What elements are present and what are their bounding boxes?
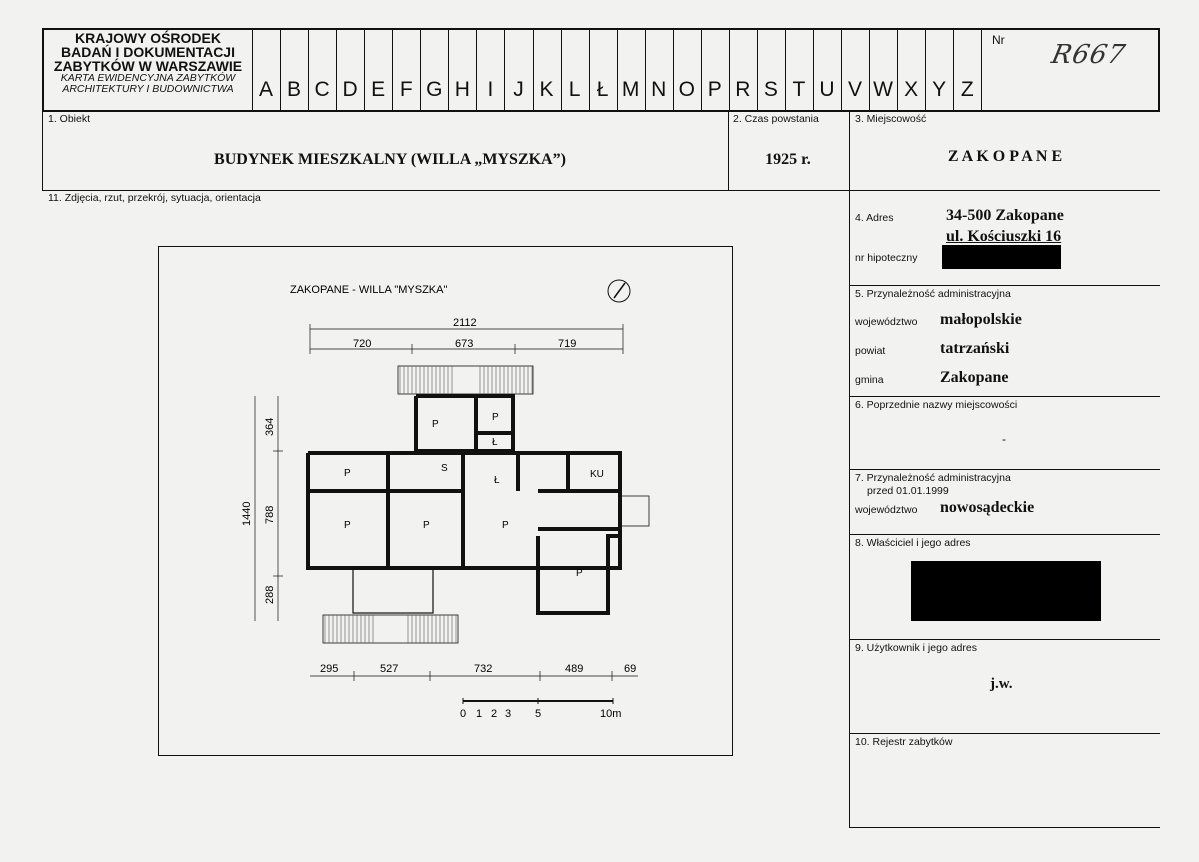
room-label: P	[492, 412, 499, 423]
scale-1: 1	[476, 708, 483, 720]
plan-title: ZAKOPANE - WILLA "MYSZKA"	[290, 284, 448, 296]
divider	[849, 639, 1160, 640]
letter-T: T	[792, 78, 806, 101]
commune-label: gmina	[855, 374, 884, 386]
dim-total: 2112	[453, 317, 477, 329]
county-label: powiat	[855, 345, 886, 357]
room-label: P	[344, 520, 351, 531]
letter-Z: Z	[960, 78, 974, 101]
dim-bottom-3: 732	[474, 663, 493, 675]
letter-X: X	[904, 78, 919, 101]
letter-P: P	[707, 78, 722, 101]
dim-bottom-4: 489	[565, 663, 584, 675]
divider	[849, 469, 1160, 470]
dim-left-2: 788	[264, 505, 276, 524]
letter-U: U	[819, 78, 835, 101]
old-admin-label-1: 7. Przynależność administracyjna	[855, 472, 1011, 484]
room-label: KU	[590, 469, 604, 480]
object-value: BUDYNEK MIESZKALNY (WILLA „MYSZKA”)	[214, 151, 566, 168]
letter-G: G	[426, 78, 443, 101]
letter-J: J	[513, 78, 524, 101]
letter-E: E	[371, 78, 386, 101]
scale-0: 0	[460, 708, 467, 720]
letter-O: O	[678, 78, 695, 101]
letter-K: K	[539, 78, 554, 101]
room-label: P	[432, 419, 439, 430]
letter-Ł: Ł	[596, 78, 609, 101]
letter-Y: Y	[932, 78, 947, 101]
floor-plan	[158, 246, 733, 756]
commune-value: Zakopane	[940, 369, 1009, 386]
previous-names-label: 6. Poprzednie nazwy miejscowości	[855, 399, 1018, 411]
scale-5: 5	[535, 708, 542, 720]
letter-L: L	[568, 78, 581, 101]
dim-bottom-5: 69	[624, 663, 637, 675]
scale-3: 3	[505, 708, 512, 720]
organization-block	[46, 31, 250, 95]
divider	[849, 733, 1160, 734]
nr-value: R667	[1048, 40, 1129, 70]
org-line-2: BADAŃ I DOKUMENTACJI	[61, 44, 235, 60]
divider	[849, 534, 1160, 535]
dim-top-1: 720	[353, 338, 372, 350]
letter-divider	[981, 28, 982, 112]
county-value: tatrzański	[940, 340, 1010, 357]
dim-top-2: 673	[455, 338, 474, 350]
letter-S: S	[763, 78, 778, 101]
card-type-line-1: KARTA EWIDENCYJNA ZABYTKÓW	[60, 72, 236, 84]
room-label: Ł	[492, 437, 498, 448]
letter-H: H	[454, 78, 470, 101]
dim-left-1: 364	[264, 417, 276, 436]
redaction-mortgage-number	[942, 245, 1061, 269]
dim-top-3: 719	[558, 338, 577, 350]
voivodeship-label: województwo	[855, 316, 918, 328]
admin-label: 5. Przynależność administracyjna	[855, 288, 1011, 300]
dim-left-3: 288	[264, 585, 276, 604]
redaction-owner	[911, 561, 1101, 621]
letter-I: I	[487, 78, 494, 101]
letter-D: D	[342, 78, 358, 101]
letter-R: R	[735, 78, 751, 101]
object-label: 1. Obiekt	[48, 113, 91, 125]
dim-left-total: 1440	[241, 501, 253, 526]
room-label: P	[423, 520, 430, 531]
mortgage-label: nr hipoteczny	[855, 252, 918, 264]
dim-bottom-1: 295	[320, 663, 339, 675]
divider	[849, 396, 1160, 397]
card-type-line-2: ARCHITEKTURY I BUDOWNICTWA	[62, 83, 234, 95]
room-label: P	[576, 568, 583, 579]
room-label: P	[502, 520, 509, 531]
letter-A: A	[258, 78, 273, 101]
address-label: 4. Adres	[855, 212, 894, 224]
user-label: 9. Użytkownik i jego adres	[855, 642, 977, 654]
locality-value: Z A K O P A N E	[947, 148, 1063, 165]
letter-V: V	[848, 78, 863, 101]
letter-N: N	[651, 78, 667, 101]
org-line-1: KRAJOWY OŚRODEK	[75, 30, 221, 46]
divider	[849, 285, 1160, 286]
letter-W: W	[873, 78, 893, 101]
letter-C: C	[314, 78, 330, 101]
old-voivodeship-value: nowosądeckie	[940, 499, 1035, 516]
letter-F: F	[399, 78, 413, 101]
voivodeship-value: małopolskie	[940, 311, 1022, 328]
user-value: j.w.	[990, 676, 1013, 692]
register-label: 10. Rejestr zabytków	[855, 736, 953, 748]
old-voivodeship-label: województwo	[855, 504, 918, 516]
letter-M: M	[621, 78, 640, 101]
photos-label: 11. Zdjęcia, rzut, przekrój, sytuacja, orientacja	[48, 192, 261, 204]
address-line-2: ul. Kościuszki 16	[946, 228, 1062, 245]
previous-names-value: -	[1002, 432, 1006, 446]
scale-10m: 10m	[600, 708, 622, 720]
divider	[849, 827, 1160, 828]
owner-label: 8. Właściciel i jego adres	[855, 537, 971, 549]
scale-2: 2	[491, 708, 498, 720]
nr-label: Nr	[992, 33, 1005, 47]
dim-bottom-2: 527	[380, 663, 399, 675]
letter-B: B	[287, 78, 302, 101]
room-label: Ł	[494, 475, 500, 486]
old-admin-label-2: przed 01.01.1999	[867, 485, 949, 497]
locality-label: 3. Miejscowość	[855, 113, 927, 125]
room-label: P	[344, 468, 351, 479]
org-line-3: ZABYTKÓW W WARSZAWIE	[53, 58, 243, 74]
date-label: 2. Czas powstania	[733, 113, 819, 125]
address-line-1: 34-500 Zakopane	[946, 207, 1064, 224]
room-label: S	[441, 463, 448, 474]
date-value: 1925 r.	[765, 151, 811, 168]
